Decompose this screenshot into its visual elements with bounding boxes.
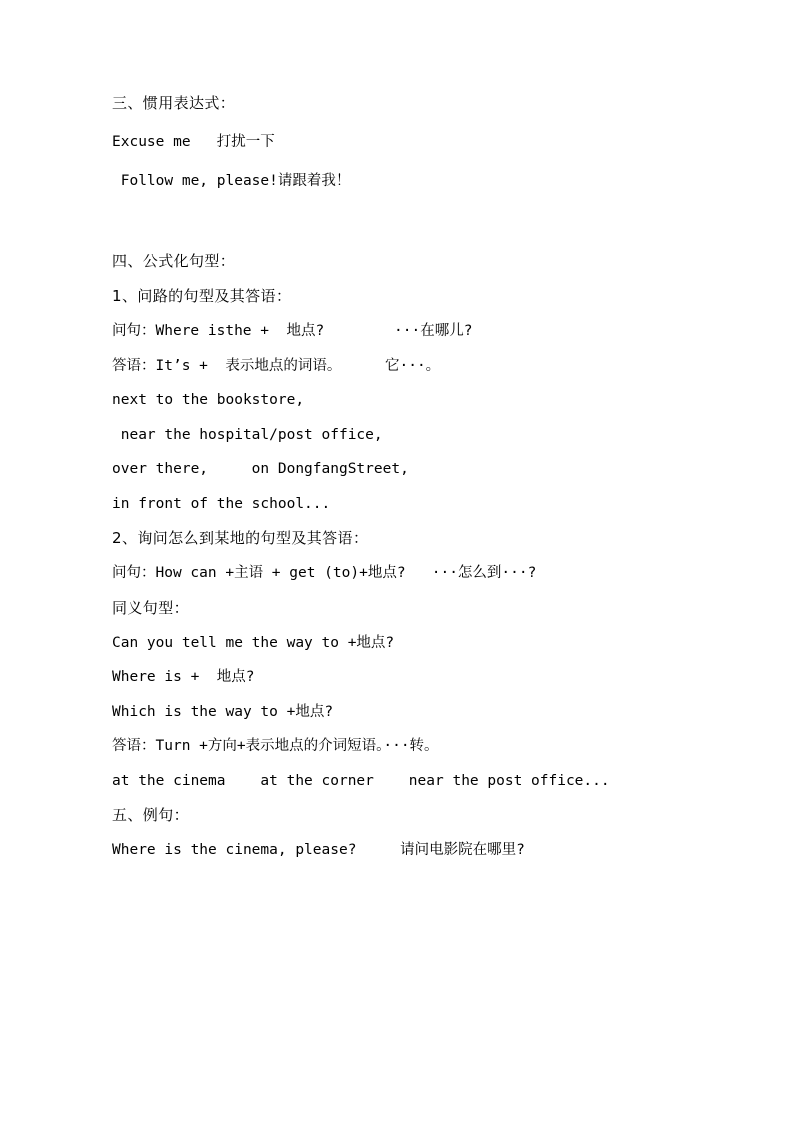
item-1-label: 1、问路的句型及其答语： — [112, 287, 292, 305]
item-2-answer-line: 答语：Turn +方向+表示地点的介词短语。···转。 — [112, 738, 439, 754]
item-2-synonym-label: 同义句型： — [112, 598, 190, 617]
item-1-example-2: near the hospital/post office, — [112, 426, 383, 443]
idiom-line-1: Excuse me 打扰一下 — [112, 134, 275, 150]
section-heading-five: 五、例句： — [112, 806, 190, 824]
item-2-synonym-2: Where is + 地点? — [112, 669, 255, 685]
idiom-line-2: Follow me, please!请跟着我！ — [112, 172, 351, 189]
section-heading-three: 三、惯用表达式： — [112, 94, 236, 112]
item-1-question-line: 问句：Where isthe + 地点? ···在哪儿? — [112, 323, 473, 339]
item-1-example-3: over there, on DongfangStreet, — [112, 461, 409, 477]
item-2-synonym-3: Which is the way to +地点? — [112, 703, 334, 720]
example-sentence-1: Where is the cinema, please? 请问电影院在哪里? — [112, 842, 525, 858]
item-1-example-1: next to the bookstore, — [112, 392, 305, 408]
item-2-synonym-1: Can you tell me the way to +地点? — [112, 634, 395, 651]
document-body — [112, 96, 701, 858]
section-heading-four: 四、公式化句型： — [112, 252, 236, 270]
item-2-label: 2、询问怎么到某地的句型及其答语： — [112, 529, 369, 547]
item-2-question-line: 问句：How can +主语 + get (to)+地点? ···怎么到···? — [112, 565, 537, 581]
item-1-answer-line: 答语：It’s + 表示地点的词语。 它···。 — [112, 357, 441, 374]
item-1-example-4: in front of the school... — [112, 495, 331, 512]
item-2-phrases: at the cinema at the corner near the post office... — [112, 772, 610, 789]
spacer-after-section-three — [112, 212, 701, 254]
